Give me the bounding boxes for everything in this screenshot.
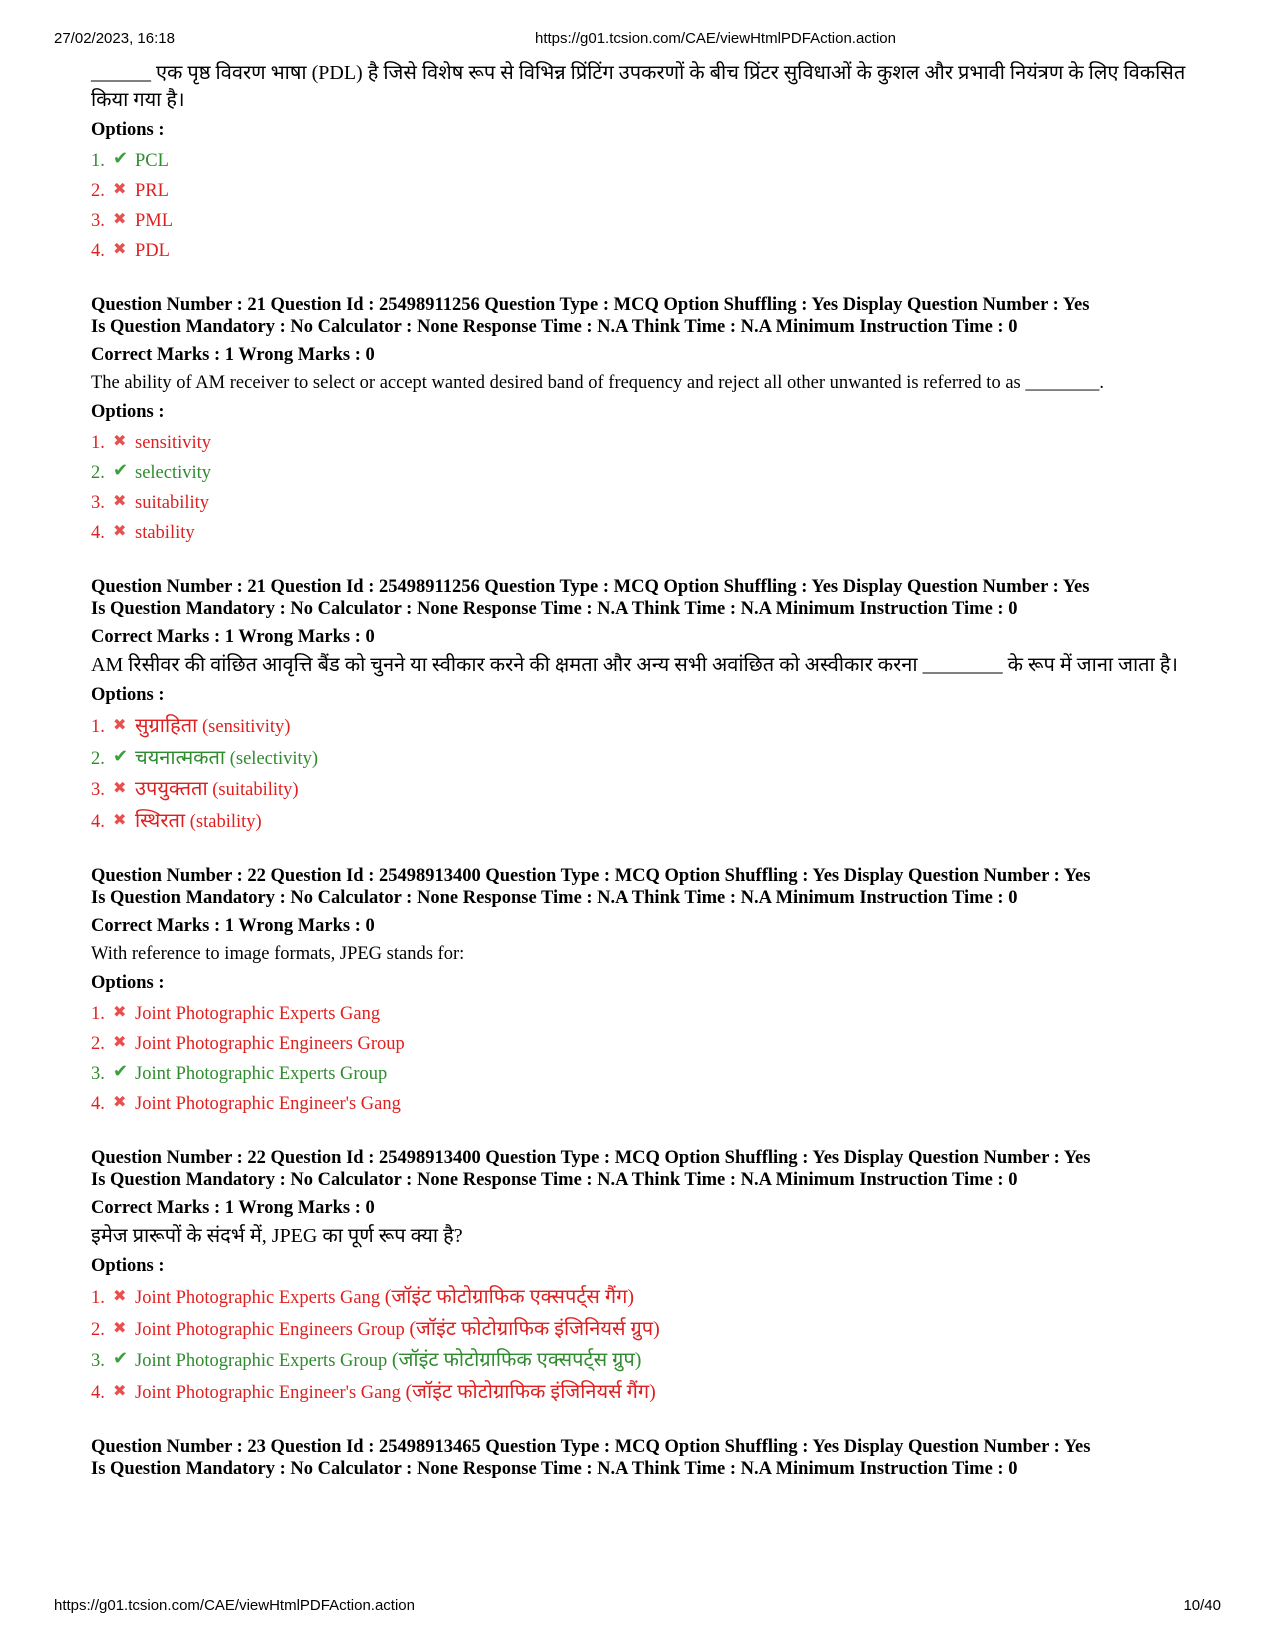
- option-text: Joint Photographic Experts Group: [135, 1351, 388, 1371]
- question-marks: Correct Marks : 1 Wrong Marks : 0: [91, 1198, 375, 1218]
- cross-icon: ✖: [113, 179, 127, 198]
- check-icon: ✔: [113, 745, 129, 767]
- check-icon: ✔: [113, 460, 129, 481]
- option-number: 1.: [91, 1288, 105, 1308]
- option-text-hindi: सुग्राहिता: [135, 715, 198, 737]
- print-url-footer: https://g01.tcsion.com/CAE/viewHtmlPDFAction.action: [54, 1597, 415, 1614]
- check-icon: ✔: [113, 148, 129, 169]
- option-number: 4.: [91, 1382, 105, 1403]
- check-icon: ✔: [113, 1061, 129, 1082]
- option-text: Joint Photographic Engineers Group: [135, 1319, 405, 1340]
- options-list: [91, 709, 1201, 835]
- option-number: 1.: [91, 1004, 105, 1024]
- option-item: [91, 1312, 1201, 1344]
- option-item: [91, 144, 1201, 174]
- option-number: 1.: [91, 151, 105, 171]
- options-list: [91, 1280, 1201, 1406]
- cross-icon: ✖: [113, 1317, 127, 1337]
- options-label: Options :: [91, 685, 165, 705]
- question-block: [91, 60, 1201, 264]
- question-block: [91, 294, 1201, 546]
- cross-icon: ✖: [113, 1002, 127, 1021]
- question-text: With reference to image formats, JPEG stands for:: [91, 944, 465, 964]
- option-item: [91, 204, 1201, 234]
- cross-icon: ✖: [113, 778, 127, 797]
- option-item: [91, 1057, 1201, 1087]
- question-text: The ability of AM receiver to select or accept wanted desired band of frequency and reject all other unwanted is referred to as ________.: [91, 373, 1104, 393]
- option-text: Joint Photographic Experts Gang: [135, 1004, 381, 1024]
- option-number: 3.: [91, 1064, 105, 1084]
- question-meta: Question Number : 23 Question Id : 25498913465 Question Type : MCQ Option Shuffling : Yes Display Question Number : Yes: [91, 1437, 1091, 1457]
- cross-icon: ✖: [113, 715, 127, 734]
- question-meta: Is Question Mandatory : No Calculator : None Response Time : N.A Think Time : N.A Minimum Instruction Time : 0: [91, 888, 1018, 908]
- question-marks: Correct Marks : 1 Wrong Marks : 0: [91, 627, 375, 647]
- option-item: [91, 1375, 1201, 1407]
- option-text-hindi: चयनात्मकता: [135, 746, 226, 769]
- option-number: 4.: [91, 523, 105, 543]
- option-text-hindi: स्थिरता: [135, 809, 186, 832]
- cross-icon: ✖: [113, 431, 127, 450]
- option-item: [91, 1027, 1201, 1057]
- cross-icon: ✖: [113, 1092, 127, 1111]
- cross-icon: ✖: [113, 1032, 127, 1051]
- options-label: Options :: [91, 973, 165, 993]
- option-number: 4.: [91, 811, 105, 832]
- option-number: 3.: [91, 1351, 105, 1371]
- option-item: [91, 1087, 1201, 1117]
- option-text: PRL: [135, 181, 169, 201]
- page-number: 10/40: [1183, 1597, 1221, 1614]
- question-meta: Is Question Mandatory : No Calculator : None Response Time : N.A Think Time : N.A Minimum Instruction Time : 0: [91, 599, 1018, 619]
- print-url-header: https://g01.tcsion.com/CAE/viewHtmlPDFAction.action: [535, 30, 896, 47]
- option-number: 3.: [91, 493, 105, 513]
- question-content: [91, 60, 1201, 1510]
- option-text-hindi: (जॉइंट फोटोग्राफिक एक्सपर्ट्स ग्रुप): [391, 1349, 642, 1371]
- option-number: 1.: [91, 717, 105, 737]
- option-text: Joint Photographic Experts Gang: [135, 1288, 381, 1308]
- option-text-hindi: (जॉइंट फोटोग्राफिक इंजिनियर्स गैंग): [405, 1380, 656, 1403]
- option-text: Joint Photographic Engineers Group: [135, 1034, 405, 1054]
- option-number: 3.: [91, 780, 105, 800]
- cross-icon: ✖: [113, 1380, 127, 1400]
- option-text-hindi: उपयुक्तता: [135, 778, 208, 800]
- option-item: [91, 516, 1201, 546]
- option-item: [91, 1280, 1201, 1312]
- question-meta: Question Number : 22 Question Id : 25498913400 Question Type : MCQ Option Shuffling : Yes Display Question Number : Yes: [91, 866, 1091, 886]
- option-number: 1.: [91, 433, 105, 453]
- options-label: Options :: [91, 120, 165, 140]
- question-meta: Question Number : 21 Question Id : 25498911256 Question Type : MCQ Option Shuffling : Yes Display Question Number : Yes: [91, 577, 1090, 597]
- question-block: [91, 865, 1201, 1117]
- options-label: Options :: [91, 402, 165, 422]
- question-block: [91, 1147, 1201, 1406]
- option-number: 4.: [91, 241, 105, 261]
- option-text: Joint Photographic Experts Group: [135, 1064, 388, 1084]
- option-item: [91, 426, 1201, 456]
- option-item: [91, 1343, 1201, 1375]
- option-text: Joint Photographic Engineer's Gang: [135, 1094, 401, 1114]
- cross-icon: ✖: [113, 809, 127, 829]
- option-item: [91, 234, 1201, 264]
- option-text: (suitability): [212, 780, 299, 800]
- option-text: selectivity: [135, 463, 212, 483]
- question-meta: Is Question Mandatory : No Calculator : None Response Time : N.A Think Time : N.A Minimum Instruction Time : 0: [91, 1459, 1018, 1479]
- option-number: 2.: [91, 748, 105, 769]
- question-meta: Is Question Mandatory : No Calculator : None Response Time : N.A Think Time : N.A Minimum Instruction Time : 0: [91, 317, 1018, 337]
- question-meta: Question Number : 21 Question Id : 25498911256 Question Type : MCQ Option Shuffling : Yes Display Question Number : Yes: [91, 295, 1090, 315]
- options-list: [91, 997, 1201, 1117]
- option-text: sensitivity: [135, 433, 212, 453]
- option-item: [91, 456, 1201, 486]
- option-number: 4.: [91, 1094, 105, 1114]
- option-text: stability: [135, 523, 195, 543]
- option-number: 2.: [91, 1319, 105, 1340]
- option-text-hindi: (जॉइंट फोटोग्राफिक इंजिनियर्स ग्रुप): [409, 1317, 660, 1340]
- option-item: [91, 486, 1201, 516]
- option-text: PML: [135, 211, 174, 231]
- option-item: [91, 709, 1201, 741]
- option-item: [91, 997, 1201, 1027]
- option-item: [91, 804, 1201, 836]
- options-list: [91, 144, 1201, 264]
- check-icon: ✔: [113, 1348, 129, 1369]
- question-marks: Correct Marks : 1 Wrong Marks : 0: [91, 916, 375, 936]
- option-number: 2.: [91, 463, 105, 483]
- cross-icon: ✖: [113, 239, 127, 258]
- options-label: Options :: [91, 1256, 165, 1276]
- option-text: Joint Photographic Engineer's Gang: [135, 1382, 401, 1403]
- question-block: [91, 576, 1201, 835]
- option-number: 2.: [91, 181, 105, 201]
- option-text: (selectivity): [229, 748, 319, 769]
- question-text: इमेज प्रारूपों के संदर्भ में, JPEG का पूर्ण रूप क्या है?: [91, 1225, 463, 1247]
- option-text-hindi: (जॉइंट फोटोग्राफिक एक्सपर्ट्स गैंग): [384, 1286, 635, 1308]
- question-block: [91, 1436, 1201, 1480]
- option-text: PDL: [135, 241, 170, 261]
- question-meta: Is Question Mandatory : No Calculator : None Response Time : N.A Think Time : N.A Minimum Instruction Time : 0: [91, 1170, 1018, 1190]
- option-item: [91, 772, 1201, 804]
- question-marks: Correct Marks : 1 Wrong Marks : 0: [91, 345, 375, 365]
- cross-icon: ✖: [113, 491, 127, 510]
- cross-icon: ✖: [113, 209, 127, 228]
- print-datetime: 27/02/2023, 16:18: [54, 30, 175, 47]
- option-item: [91, 174, 1201, 204]
- option-number: 3.: [91, 211, 105, 231]
- question-text: AM रिसीवर की वांछित आवृत्ति बैंड को चुनने या स्वीकार करने की क्षमता और अन्य सभी अवांछित को अस्वीकार करना ________ के रूप में जाना जाता है।: [91, 654, 1178, 676]
- option-number: 2.: [91, 1034, 105, 1054]
- options-list: [91, 426, 1201, 546]
- option-text: PCL: [135, 151, 169, 171]
- cross-icon: ✖: [113, 1286, 127, 1305]
- option-text: (sensitivity): [202, 717, 291, 737]
- option-text: (stability): [189, 811, 262, 832]
- cross-icon: ✖: [113, 521, 127, 540]
- question-meta: Question Number : 22 Question Id : 25498913400 Question Type : MCQ Option Shuffling : Yes Display Question Number : Yes: [91, 1148, 1091, 1168]
- question-text: ______ एक पृष्ठ विवरण भाषा (PDL) है जिसे विशेष रूप से विभिन्न प्रिंटिंग उपकरणों के बीच प्रिंटर सुविधाओं के कुशल और प्रभावी नियंत्रण के लिए विकसित किया गया है।: [91, 62, 1186, 111]
- option-text: suitability: [135, 493, 209, 513]
- option-item: [91, 741, 1201, 773]
